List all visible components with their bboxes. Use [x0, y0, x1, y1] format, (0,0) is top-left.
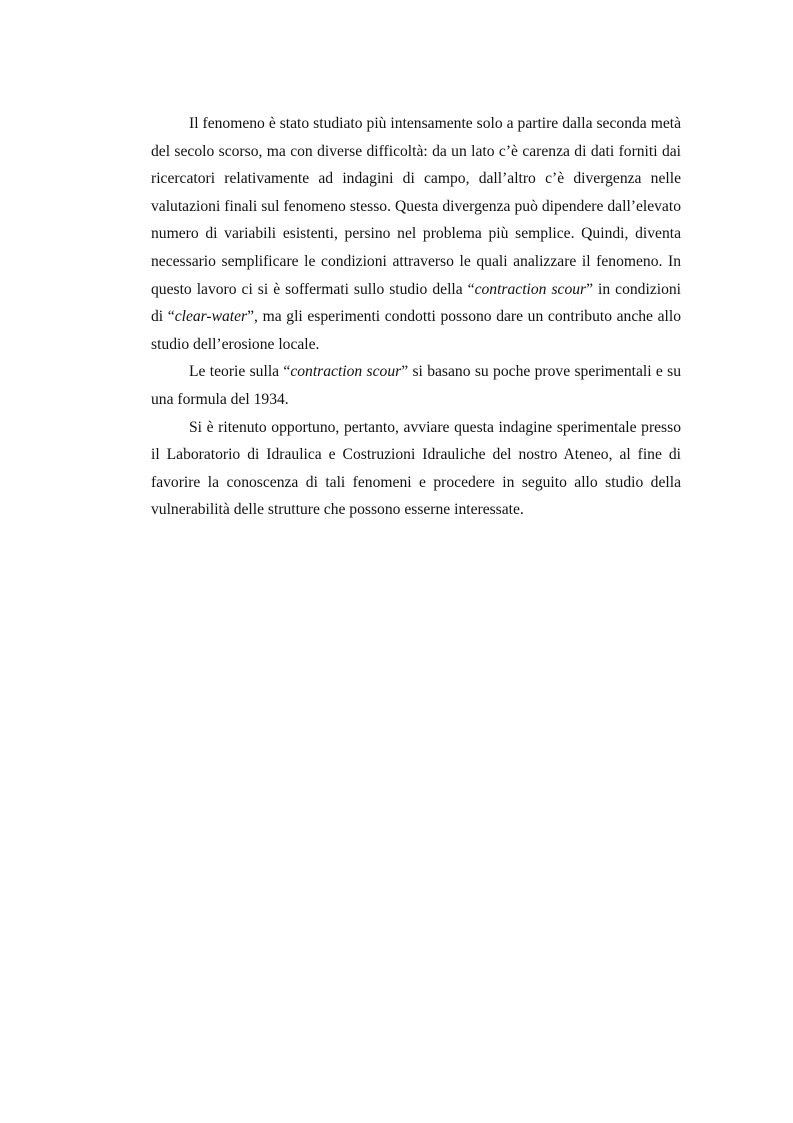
body-text: [151, 110, 681, 524]
paragraph-3-text-1: Si è ritenuto opportuno, pertanto, avviare questa indagine sperimentale presso il Laboratorio di Idraulica e Costruzioni Idrauliche del nostro Ateneo, al fine di favorire la conoscenza di tali fenomeni e procedere in seguito allo studio della vulnerabilità delle strutture che possono esserne interessate.: [151, 418, 681, 519]
paragraph-2-text-2: ” si basano su poche prove sperimentali e su una formula del 1934.: [151, 363, 681, 408]
paragraph-2-term-contraction-scour: contraction scour: [290, 363, 402, 381]
paragraph-3: [151, 414, 681, 524]
paragraph-1-text-2: ” in condizioni di “: [151, 280, 681, 326]
paragraph-2-text-1: Le teorie sulla “: [189, 363, 291, 381]
paragraph-1-term-clear-water: clear-water: [174, 308, 248, 326]
paragraph-1-text-3: ”, ma gli esperimenti condotti possono dare un contributo anche allo studio dell’erosione locale.: [151, 308, 681, 353]
paragraph-2: [151, 358, 681, 413]
paragraph-1-term-contraction-scour: contraction scour: [474, 280, 587, 298]
paragraph-1: [151, 110, 681, 358]
paragraph-1-text-1: Il fenomeno è stato studiato più intensamente solo a partire dalla seconda metà del secolo scorso, ma con diverse difficoltà: da un lato c’è carenza di dati forniti dai ricercatori relativamente ad indagini di campo, dall’altro c’è divergenza nelle valutazioni finali sul fenomeno stesso. Questa divergenza può dipendere dall’elevato numero di variabili esistenti, persino nel problema più semplice. Quindi, diventa necessario semplificare le condizioni attraverso le quali analizzare il fenomeno. In questo lavoro ci si è soffermati sullo studio della “: [151, 115, 681, 298]
